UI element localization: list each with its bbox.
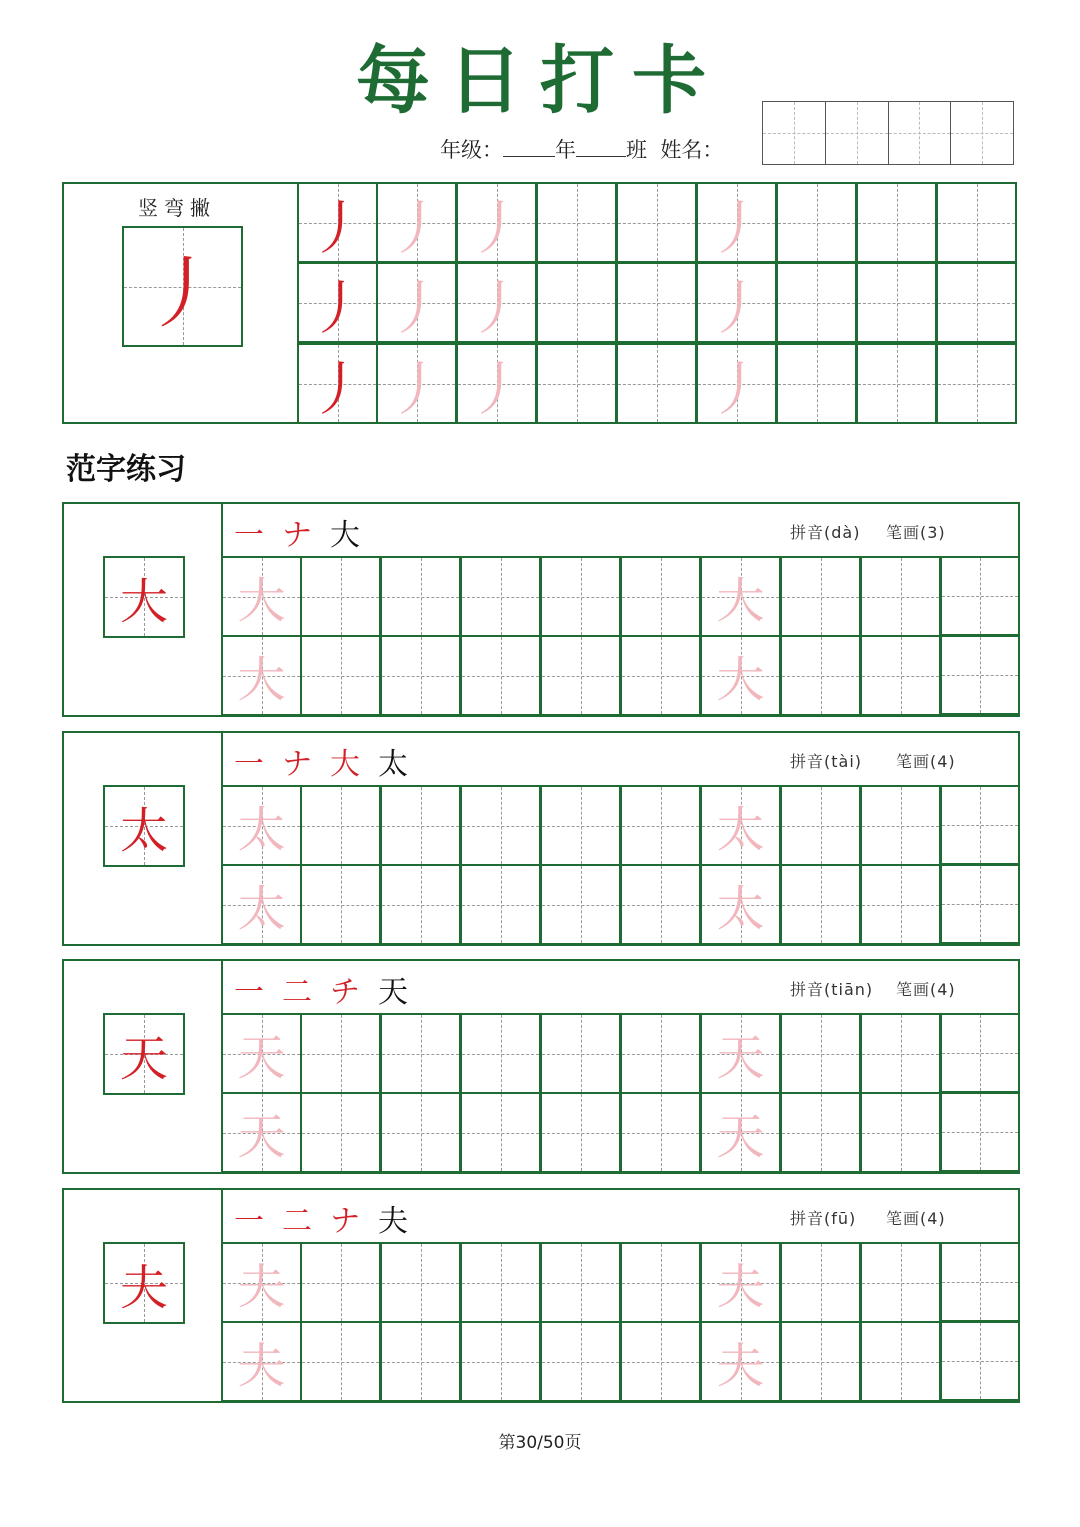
character-practice-cell[interactable] <box>620 635 701 716</box>
stroke-count-label: 笔画(3) <box>886 523 946 542</box>
character-practice-cell[interactable] <box>380 1242 461 1323</box>
practice-glyph: 天 <box>716 1030 765 1086</box>
practice-glyph: 太 <box>119 802 168 859</box>
stroke-order-step: 大 <box>330 518 360 553</box>
character-practice-cell[interactable] <box>940 1242 1020 1322</box>
character-practice-cell[interactable] <box>540 785 621 866</box>
character-practice-cell[interactable] <box>221 556 302 637</box>
character-practice-cell[interactable] <box>540 1242 621 1323</box>
character-practice-cell[interactable] <box>780 864 861 945</box>
character-practice-cell[interactable] <box>940 635 1020 715</box>
character-practice-cell[interactable] <box>860 785 941 866</box>
practice-glyph: 丿 <box>387 193 446 262</box>
stroke-practice-cell[interactable] <box>936 182 1017 263</box>
stroke-order-step: ナ <box>330 1204 360 1239</box>
character-practice-cell[interactable] <box>860 1092 941 1173</box>
character-practice-cell[interactable] <box>221 864 302 945</box>
character-practice-cell[interactable] <box>700 1092 781 1173</box>
stroke-order-step: 夫 <box>378 1204 408 1239</box>
character-practice-cell[interactable] <box>940 1092 1020 1172</box>
practice-glyph: 大 <box>237 573 286 629</box>
name-cell[interactable] <box>889 102 952 164</box>
character-practice-cell[interactable] <box>700 556 781 637</box>
character-practice-cell[interactable] <box>940 864 1020 944</box>
stroke-order-step: ナ <box>282 518 312 553</box>
stroke-practice-cell[interactable] <box>297 182 378 263</box>
stroke-order-step: チ <box>330 975 360 1010</box>
character-practice-cell[interactable] <box>620 556 701 637</box>
stroke-practice-cell[interactable] <box>456 182 537 263</box>
character-practice-cell[interactable] <box>780 635 861 716</box>
stroke-order <box>234 739 408 783</box>
pinyin-label: 拼音(dà) <box>790 523 861 542</box>
pinyin-label: 拼音(tiān) <box>790 980 874 999</box>
stroke-name: 竖弯撇 <box>138 196 216 220</box>
stroke-order-step: 一 <box>234 975 264 1010</box>
stroke-count-label: 笔画(4) <box>896 980 956 999</box>
stroke-order-step: 太 <box>378 747 408 782</box>
practice-glyph: 夫 <box>119 1259 168 1316</box>
stroke-practice-cell[interactable] <box>456 262 537 343</box>
practice-glyph: 丿 <box>707 193 766 262</box>
character-practice-cell[interactable] <box>860 556 941 637</box>
practice-glyph: 丿 <box>707 273 766 342</box>
page-number: 第30/50页 <box>498 1433 582 1453</box>
practice-glyph: 大 <box>119 573 168 630</box>
character-practice-cell[interactable] <box>940 1013 1020 1093</box>
stroke-count-label: 笔画(4) <box>886 1209 946 1228</box>
class-label: 班 <box>626 138 647 162</box>
pinyin-label: 拼音(fū) <box>790 1209 857 1228</box>
stroke-order <box>234 1196 408 1240</box>
stroke-practice-cell[interactable] <box>856 262 937 343</box>
character-practice-cell[interactable] <box>380 1321 461 1402</box>
character-practice-cell[interactable] <box>221 785 302 866</box>
grade-label: 年级： <box>440 138 503 162</box>
character-practice-cell[interactable] <box>860 1321 941 1402</box>
character-practice-cell[interactable] <box>780 1013 861 1094</box>
character-practice-cell[interactable] <box>300 1242 381 1323</box>
stroke-order-step: 大 <box>330 747 360 782</box>
stroke-practice-cell[interactable] <box>376 182 457 263</box>
character-practice-cell[interactable] <box>780 1321 861 1402</box>
character-practice-cell[interactable] <box>380 556 461 637</box>
character-practice-cell[interactable] <box>380 864 461 945</box>
character-practice-cell[interactable] <box>860 864 941 945</box>
stroke-practice-cell[interactable] <box>616 343 697 424</box>
stroke-order-step: 一 <box>234 747 264 782</box>
practice-glyph: 太 <box>716 802 765 858</box>
practice-glyph: 夫 <box>716 1259 765 1315</box>
grade-blank[interactable] <box>503 138 555 157</box>
stroke-example-glyph: 丿 <box>143 248 222 339</box>
year-label: 年 <box>555 138 576 162</box>
character-practice-cell[interactable] <box>700 635 781 716</box>
name-label: 姓名： <box>660 138 724 162</box>
character-practice-cell[interactable] <box>540 635 621 716</box>
character-practice-cell[interactable] <box>221 1321 302 1402</box>
practice-glyph: 夫 <box>237 1259 286 1315</box>
character-practice-cell[interactable] <box>540 864 621 945</box>
character-practice-cell[interactable] <box>300 556 381 637</box>
stroke-practice-cell[interactable] <box>856 343 937 424</box>
stroke-practice-cell[interactable] <box>297 343 378 424</box>
name-cell[interactable] <box>763 102 826 164</box>
stroke-practice-cell[interactable] <box>776 262 857 343</box>
stroke-practice-cell[interactable] <box>696 182 777 263</box>
stroke-practice-cell[interactable] <box>536 182 617 263</box>
practice-glyph: 太 <box>237 802 286 858</box>
student-info <box>440 134 723 164</box>
practice-glyph: 大 <box>716 573 765 629</box>
character-practice-cell[interactable] <box>620 785 701 866</box>
character-practice-cell[interactable] <box>221 635 302 716</box>
character-practice-cell[interactable] <box>540 556 621 637</box>
character-practice-cell[interactable] <box>300 635 381 716</box>
practice-glyph: 天 <box>716 1109 765 1165</box>
character-practice-cell[interactable] <box>940 1321 1020 1401</box>
character-practice-cell[interactable] <box>620 1013 701 1094</box>
name-field[interactable] <box>762 101 1014 165</box>
stroke-order-step: 二 <box>282 975 312 1010</box>
stroke-practice-cell[interactable] <box>456 343 537 424</box>
stroke-practice-cell[interactable] <box>776 343 857 424</box>
stroke-order-step: ナ <box>282 747 312 782</box>
character-practice-cell[interactable] <box>300 1321 381 1402</box>
character-practice-cell[interactable] <box>380 1092 461 1173</box>
practice-glyph: 夫 <box>237 1338 286 1394</box>
character-practice-cell[interactable] <box>940 785 1020 865</box>
stroke-order <box>234 510 360 554</box>
character-example-box[interactable] <box>103 1013 185 1095</box>
practice-glyph: 夫 <box>716 1338 765 1394</box>
character-practice-cell[interactable] <box>860 1242 941 1323</box>
character-practice-cell[interactable] <box>460 556 541 637</box>
character-practice-cell[interactable] <box>700 785 781 866</box>
character-practice-cell[interactable] <box>700 864 781 945</box>
character-practice-cell[interactable] <box>780 1092 861 1173</box>
page-title: 每日打卡 <box>356 38 724 124</box>
practice-glyph: 丿 <box>467 193 526 262</box>
character-practice-cell[interactable] <box>860 1013 941 1094</box>
character-practice-cell[interactable] <box>300 864 381 945</box>
stroke-practice-cell[interactable] <box>696 343 777 424</box>
character-practice-cell[interactable] <box>300 785 381 866</box>
stroke-practice-cell[interactable] <box>856 182 937 263</box>
name-cell[interactable] <box>826 102 889 164</box>
character-practice-cell[interactable] <box>221 1092 302 1173</box>
stroke-order <box>234 967 408 1011</box>
character-practice-cell[interactable] <box>780 785 861 866</box>
stroke-count-label: 笔画(4) <box>896 752 956 771</box>
practice-glyph: 丿 <box>308 273 367 342</box>
stroke-practice-cell[interactable] <box>376 343 457 424</box>
character-practice-cell[interactable] <box>700 1321 781 1402</box>
stroke-order-step: 一 <box>234 1204 264 1239</box>
stroke-example-box <box>122 226 243 347</box>
practice-glyph: 大 <box>716 652 765 708</box>
class-blank[interactable] <box>576 138 626 157</box>
character-practice-cell[interactable] <box>221 1013 302 1094</box>
character-practice-cell[interactable] <box>380 785 461 866</box>
character-practice-cell[interactable] <box>460 635 541 716</box>
stroke-practice-cell[interactable] <box>536 262 617 343</box>
character-practice-cell[interactable] <box>221 1242 302 1323</box>
character-practice-cell[interactable] <box>460 1242 541 1323</box>
practice-glyph: 天 <box>237 1030 286 1086</box>
stroke-practice-cell[interactable] <box>376 262 457 343</box>
character-practice-cell[interactable] <box>620 864 701 945</box>
character-practice-cell[interactable] <box>540 1013 621 1094</box>
stroke-practice-cell[interactable] <box>936 343 1017 424</box>
stroke-practice-cell[interactable] <box>616 182 697 263</box>
character-practice-cell[interactable] <box>380 1013 461 1094</box>
character-practice-cell[interactable] <box>620 1092 701 1173</box>
character-practice-cell[interactable] <box>460 1013 541 1094</box>
stroke-order-step: 一 <box>234 518 264 553</box>
character-practice-cell[interactable] <box>780 556 861 637</box>
character-example-box[interactable] <box>103 1242 185 1324</box>
character-practice-cell[interactable] <box>700 1242 781 1323</box>
stroke-practice-cell[interactable] <box>536 343 617 424</box>
stroke-order-step: 天 <box>378 975 408 1010</box>
practice-glyph: 丿 <box>467 273 526 342</box>
character-practice-cell[interactable] <box>380 635 461 716</box>
practice-glyph: 太 <box>237 881 286 937</box>
character-practice-cell[interactable] <box>300 1092 381 1173</box>
practice-glyph: 丿 <box>387 354 446 423</box>
pinyin-label: 拼音(tài) <box>790 752 863 771</box>
practice-glyph: 太 <box>716 881 765 937</box>
stroke-practice-cell[interactable] <box>616 262 697 343</box>
character-practice-cell[interactable] <box>460 785 541 866</box>
practice-glyph: 丿 <box>387 273 446 342</box>
character-practice-cell[interactable] <box>780 1242 861 1323</box>
character-practice-cell[interactable] <box>940 556 1020 636</box>
character-practice-cell[interactable] <box>460 1092 541 1173</box>
practice-glyph: 丿 <box>467 354 526 423</box>
character-practice-cell[interactable] <box>620 1321 701 1402</box>
character-practice-cell[interactable] <box>540 1092 621 1173</box>
stroke-practice-cell[interactable] <box>297 262 378 343</box>
practice-glyph: 丿 <box>707 354 766 423</box>
stroke-practice-cell[interactable] <box>776 182 857 263</box>
character-practice-cell[interactable] <box>460 864 541 945</box>
character-practice-cell[interactable] <box>300 1013 381 1094</box>
practice-glyph: 丿 <box>308 354 367 423</box>
character-practice-cell[interactable] <box>540 1321 621 1402</box>
character-example-box[interactable] <box>103 556 185 638</box>
character-practice-cell[interactable] <box>700 1013 781 1094</box>
section-title: 范字练习 <box>66 452 186 487</box>
name-cell[interactable] <box>951 102 1013 164</box>
character-example-box[interactable] <box>103 785 185 867</box>
character-practice-cell[interactable] <box>620 1242 701 1323</box>
practice-glyph: 天 <box>237 1109 286 1165</box>
practice-glyph: 丿 <box>308 193 367 262</box>
stroke-practice-cell[interactable] <box>696 262 777 343</box>
character-practice-cell[interactable] <box>860 635 941 716</box>
stroke-order-step: 二 <box>282 1204 312 1239</box>
practice-glyph: 天 <box>119 1030 168 1087</box>
practice-glyph: 大 <box>237 652 286 708</box>
character-practice-cell[interactable] <box>460 1321 541 1402</box>
stroke-practice-cell[interactable] <box>936 262 1017 343</box>
